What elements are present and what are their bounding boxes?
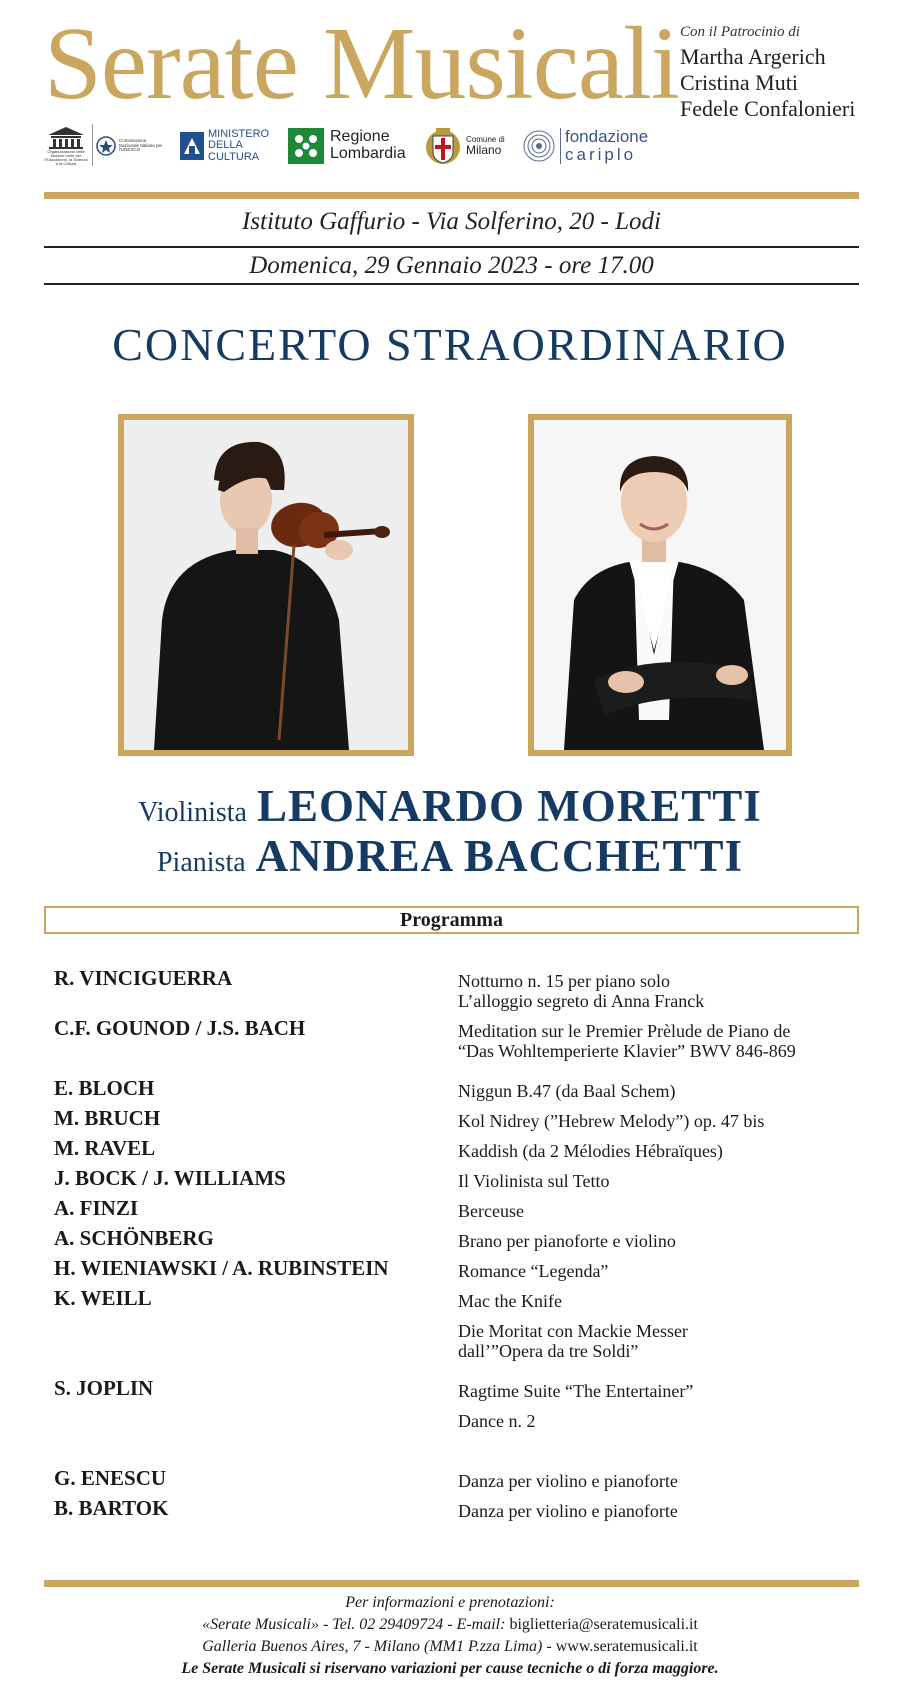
unesco-text: Organizzazione delle Nazioni Unite per l'Educazione, la Scienza e la Cultura xyxy=(44,148,88,167)
commissione-logo xyxy=(96,122,166,170)
work: Mac the Knife xyxy=(458,1291,562,1311)
work: Romance “Legenda” xyxy=(458,1261,609,1281)
venue-address: Istituto Gaffurio - Via Solferino, 20 - Lodi xyxy=(242,208,661,235)
concert-title: CONCERTO STRAORDINARIO xyxy=(112,319,788,370)
performer-violinist xyxy=(0,780,900,832)
festival-title: Serate Musicali xyxy=(44,6,679,121)
commissione-text: Commissione Nazionale Italiana per l'UNESCO xyxy=(119,137,163,153)
work: Kol Nidrey (”Hebrew Melody”) op. 47 bis xyxy=(458,1111,765,1131)
address-line xyxy=(0,1638,900,1656)
composer: G. ENESCU xyxy=(54,1466,167,1490)
composer: A. FINZI xyxy=(54,1196,139,1220)
event-date: Domenica, 29 Gennaio 2023 - ore 17.00 xyxy=(249,252,654,279)
composer: M. BRUCH xyxy=(54,1106,161,1130)
ministero-logo xyxy=(180,122,276,170)
ministero-line: DELLA xyxy=(208,139,243,152)
work: Niggun B.47 (da Baal Schem) xyxy=(458,1081,676,1101)
performer-name: LEONARDO MORETTI xyxy=(256,781,762,831)
email-link[interactable]: biglietteria@seratemusicali.it xyxy=(509,1616,698,1633)
ministero-line: CULTURA xyxy=(208,150,260,163)
cariplo-icon xyxy=(522,129,556,163)
unesco-logo xyxy=(44,122,90,170)
comune-logo xyxy=(424,122,514,170)
composer: C.F. GOUNOD / J.S. BACH xyxy=(54,1016,306,1040)
comune-line: Comune di xyxy=(466,134,505,144)
pianist-portrait xyxy=(534,420,786,750)
work: dall’”Opera da tre Soldi” xyxy=(458,1341,639,1361)
gold-rule xyxy=(44,1580,859,1587)
temple-icon xyxy=(47,126,85,150)
contact-prefix: «Serate Musicali» - Tel. 02 29409724 - E-mail: xyxy=(202,1616,510,1633)
comune-line: Milano xyxy=(466,142,502,157)
work: Il Violinista sul Tetto xyxy=(458,1171,610,1191)
rosa-camuna-icon xyxy=(288,128,324,164)
ministero-line: MINISTERO xyxy=(208,127,270,140)
work: Danza per violino e pianoforte xyxy=(458,1501,678,1521)
work: “Das Wohltemperierte Klavier” BWV 846-869 xyxy=(458,1041,796,1061)
composer: E. BLOCH xyxy=(54,1076,155,1100)
regione-line: Lombardia xyxy=(330,145,406,162)
work: Berceuse xyxy=(458,1201,524,1221)
work: Kaddish (da 2 Mélodies Hébraïques) xyxy=(458,1141,723,1161)
work: Danza per violino e pianoforte xyxy=(458,1471,678,1491)
fondazione-logo xyxy=(522,122,672,170)
logo-divider xyxy=(92,124,93,166)
composer: M. RAVEL xyxy=(54,1136,156,1160)
performer-role: Pianista xyxy=(156,847,246,878)
programma-heading: Programma xyxy=(44,906,859,934)
composer: J. BOCK / J. WILLIAMS xyxy=(54,1166,286,1190)
divider xyxy=(44,283,859,285)
disclaimer: Le Serate Musicali si riservano variazioni per cause tecniche o di forza maggiore. xyxy=(181,1660,719,1677)
composer: R. VINCIGUERRA xyxy=(54,966,233,990)
regione-line: Regione xyxy=(330,128,390,146)
patron-name: Martha Argerich xyxy=(680,44,826,69)
gold-rule xyxy=(44,192,859,199)
performer-name: ANDREA BACCHETTI xyxy=(255,831,743,881)
work: Die Moritat con Mackie Messer xyxy=(458,1321,688,1341)
patron-name: Fedele Confalonieri xyxy=(680,96,856,121)
address: Galleria Buenos Aires, 7 - Milano (MM1 P.zza Lima) - xyxy=(202,1638,556,1655)
fondazione-line: fondazione xyxy=(565,127,649,147)
ministry-icon xyxy=(180,132,204,160)
work: L’alloggio segreto di Anna Franck xyxy=(458,991,705,1011)
performer-role: Violinista xyxy=(138,797,247,828)
divider xyxy=(44,246,859,248)
work: Meditation sur le Premier Prèlude de Piano de xyxy=(458,1021,791,1041)
emblem-icon xyxy=(96,136,116,156)
info-heading: Per informazioni e prenotazioni: xyxy=(345,1594,555,1611)
violinist-photo xyxy=(118,414,414,756)
work: Notturno n. 15 per piano solo xyxy=(458,971,670,991)
fondazione-line: cariplo xyxy=(565,145,637,164)
work: Brano per pianoforte e violino xyxy=(458,1231,676,1251)
work: Ragtime Suite “The Entertainer” xyxy=(458,1381,694,1401)
composer: S. JOPLIN xyxy=(54,1376,154,1400)
website-link[interactable]: www.seratemusicali.it xyxy=(555,1638,698,1655)
composer: H. WIENIAWSKI / A. RUBINSTEIN xyxy=(54,1256,389,1280)
milano-crest-icon xyxy=(424,126,462,166)
composer: A. SCHÖNBERG xyxy=(54,1226,214,1250)
work: Dance n. 2 xyxy=(458,1411,536,1431)
regione-logo xyxy=(288,122,414,170)
violinist-portrait xyxy=(124,420,408,750)
contact-line xyxy=(0,1616,900,1634)
pianist-photo xyxy=(528,414,792,756)
patron-name: Cristina Muti xyxy=(680,70,798,95)
patronage-intro: Con il Patrocinio di xyxy=(680,24,800,40)
performer-pianist xyxy=(0,830,900,882)
composer: K. WEILL xyxy=(54,1286,152,1310)
composer: B. BARTOK xyxy=(54,1496,169,1520)
